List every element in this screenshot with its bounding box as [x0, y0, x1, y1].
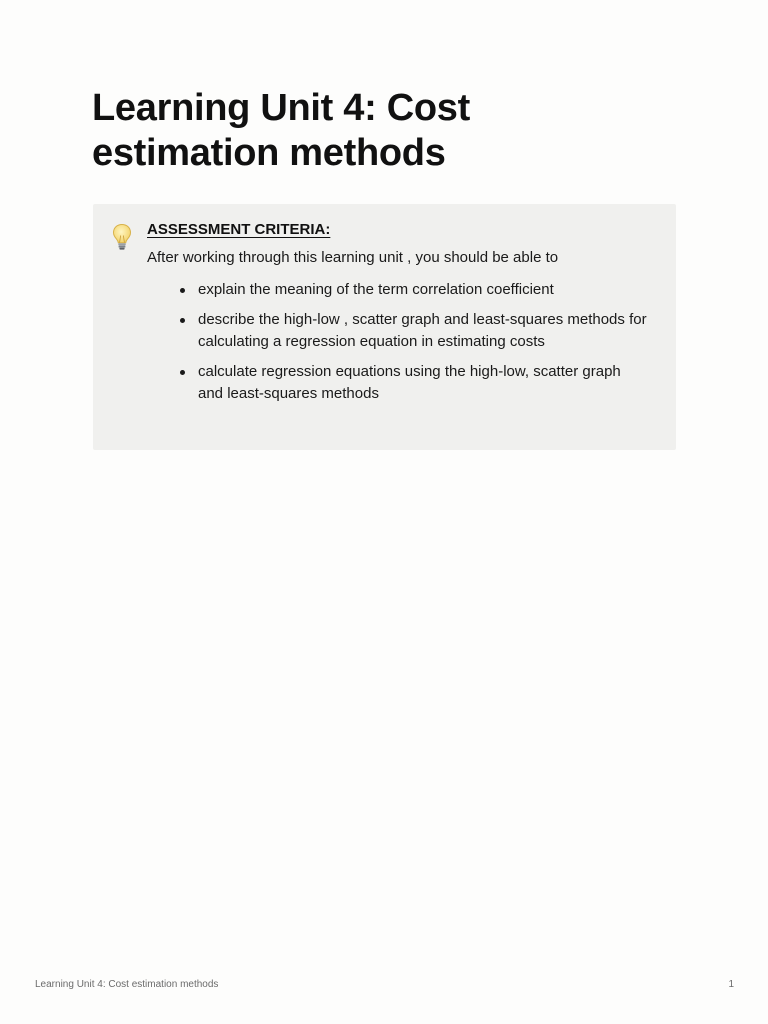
assessment-criteria-intro: After working through this learning unit , you should be able to: [147, 249, 559, 266]
footer-page-number: 1: [728, 979, 734, 990]
assessment-criteria-heading: ASSESSMENT CRITERIA:: [147, 221, 331, 238]
lightbulb-icon: [111, 223, 133, 251]
criteria-item: calculate regression equations using the high-low, scatter graph and least-squares methods: [198, 361, 648, 405]
criteria-list: [198, 279, 648, 413]
page-title: Learning Unit 4: Cost estimation methods: [92, 87, 470, 174]
assessment-criteria-callout: [93, 204, 676, 450]
criteria-item: explain the meaning of the term correlation coefficient: [198, 279, 648, 301]
footer-document-title: Learning Unit 4: Cost estimation methods: [35, 979, 219, 990]
criteria-item: describe the high-low , scatter graph and least-squares methods for calculating a regression equation in estimating costs: [198, 309, 648, 353]
